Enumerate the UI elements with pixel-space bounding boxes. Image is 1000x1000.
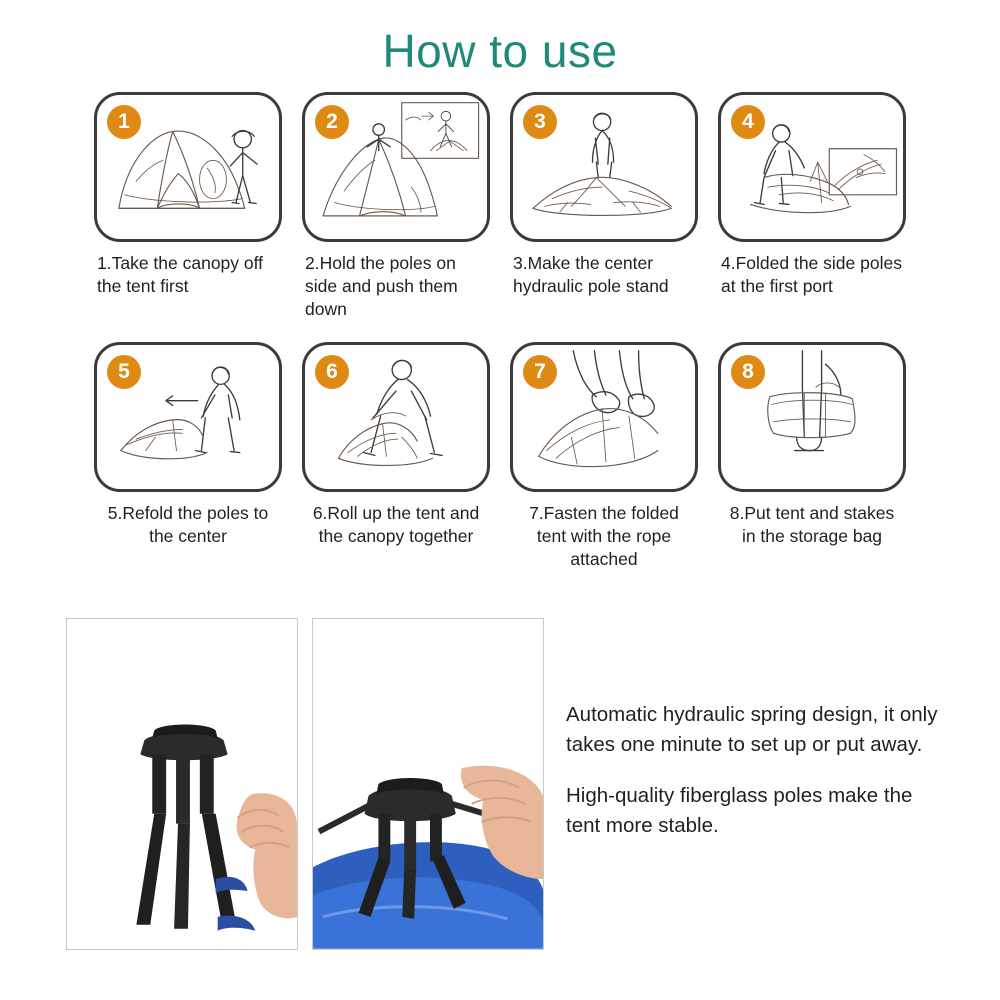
- step-4-illustration-frame: [718, 92, 906, 242]
- step-6-caption: 6.Roll up the tent and the canopy together: [312, 503, 480, 547]
- step-8-illustration-frame: [718, 342, 906, 492]
- steps-row-2: [0, 336, 1000, 574]
- step-3-illustration-frame: [510, 92, 698, 242]
- step-1-illustration-frame: [94, 92, 282, 242]
- feature-paragraph-2: High-quality fiberglass poles make the tent more stable.: [566, 784, 913, 838]
- step-2-number-badge: 2: [315, 105, 349, 139]
- step-3-number-badge: 3: [523, 105, 557, 139]
- hydraulic-hub-closeup-image: [67, 619, 297, 949]
- step-4-number-badge: 4: [731, 105, 765, 139]
- step-5: [88, 342, 288, 574]
- step-7: [504, 342, 704, 574]
- step-7-caption: 7.Fasten the folded tent with the rope attached: [529, 503, 679, 570]
- step-3-caption: 3.Make the center hydraulic pole stand: [513, 253, 669, 297]
- step-7-illustration-frame: [510, 342, 698, 492]
- feature-paragraph-1: Automatic hydraulic spring design, it only takes one minute to set up or put away.: [566, 703, 938, 756]
- step-6-number-badge: 6: [315, 355, 349, 389]
- step-4: [712, 92, 912, 324]
- step-2-caption: 2.Hold the poles on side and push them down: [305, 253, 458, 320]
- step-1-number-badge: 1: [107, 105, 141, 139]
- page-title: How to use: [382, 25, 618, 77]
- steps-row-1: [0, 86, 1000, 324]
- step-3: [504, 92, 704, 324]
- step-1-caption: 1.Take the canopy off the tent first: [97, 253, 264, 297]
- product-detail-section: [0, 618, 1000, 978]
- step-5-illustration-frame: [94, 342, 282, 492]
- step-2-illustration-frame: [302, 92, 490, 242]
- photo-hydraulic-hub-on-tent: [312, 618, 544, 950]
- step-7-number-badge: 7: [523, 355, 557, 389]
- step-5-caption: 5.Refold the poles to the center: [107, 503, 269, 547]
- step-8-number-badge: 8: [731, 355, 765, 389]
- photo-hydraulic-hub-closeup: [66, 618, 298, 950]
- step-6: [296, 342, 496, 574]
- step-8: [712, 342, 912, 574]
- feature-text-block: [566, 700, 948, 863]
- step-6-illustration-frame: [302, 342, 490, 492]
- hydraulic-hub-on-tent-image: [313, 619, 543, 949]
- step-4-caption: 4.Folded the side poles at the first port: [721, 253, 902, 297]
- step-5-number-badge: 5: [107, 355, 141, 389]
- step-1: [88, 92, 288, 324]
- step-2: [296, 92, 496, 324]
- step-8-caption: 8.Put tent and stakes in the storage bag: [729, 503, 895, 547]
